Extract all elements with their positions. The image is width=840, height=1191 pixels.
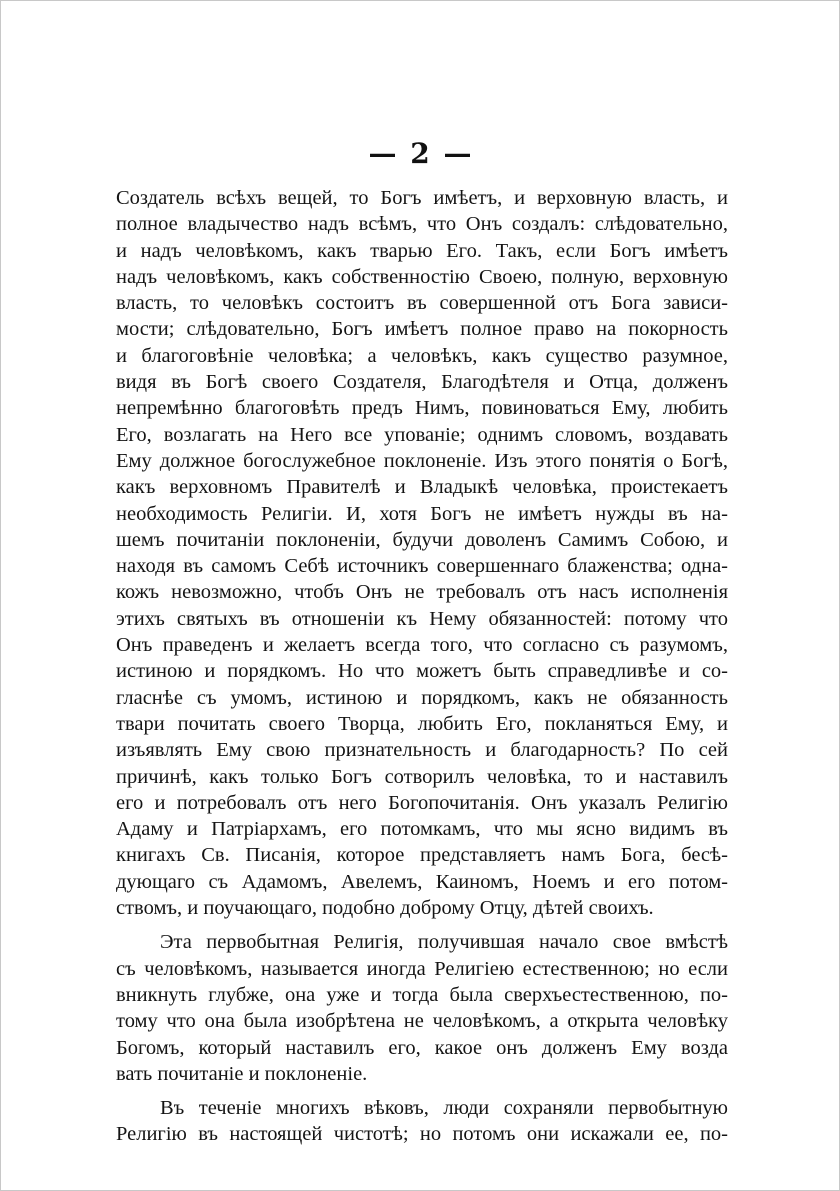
text-line: истиною и порядкомъ. Но что можетъ быть справедливѣе и со- (116, 660, 728, 683)
text-line: Создатель всѣхъ вещей, то Богъ имѣетъ, и верховную власть, и (116, 187, 728, 209)
text-line: Адаму и Патріархамъ, его потомкамъ, что мы ясно видимъ въ (116, 818, 728, 841)
text-line: Эта первобытная Религія, получившая начало свое вмѣстѣ (160, 931, 728, 954)
text-line: мости; слѣдовательно, Богъ имѣетъ полное право на покорность (116, 318, 728, 341)
text-line: этихъ святыхъ въ отношеніи къ Нему обязанностей: потому что (116, 607, 728, 630)
text-line: тому что она была изобрѣтена не человѣкомъ, а открыта человѣку (116, 1010, 728, 1033)
text-line: изъявлять Ему свою признательность и благодарность? По сей (116, 739, 728, 762)
text-line: причинѣ, какъ только Богъ сотворилъ человѣка, то и наставилъ (116, 765, 728, 788)
paragraph (116, 929, 728, 1087)
body-text (116, 185, 728, 1148)
text-line: Богомъ, который наставилъ его, какое онъ долженъ Ему возда (116, 1036, 728, 1059)
text-line: его и потребовалъ отъ него Богопочитанія. Онъ указалъ Религію (116, 791, 728, 814)
text-line: Религію въ настоящей чистотѣ; но потомъ они искажали ее, по- (116, 1123, 728, 1146)
text-line: дующаго съ Адамомъ, Авелемъ, Каиномъ, Ноемъ и его потом- (116, 870, 728, 893)
text-line: и благоговѣніе человѣка; а человѣкъ, какъ существо разумное, (116, 344, 728, 367)
text-line: полное владычество надъ всѣмъ, что Онъ создалъ: слѣдовательно, (116, 213, 728, 236)
text-line: и надъ человѣкомъ, какъ тварью Его. Такъ, если Богъ имѣетъ (116, 239, 728, 262)
text-line: находя въ самомъ Себѣ источникъ совершеннаго блаженства; одна- (116, 555, 728, 578)
paragraph (116, 1095, 728, 1148)
text-line: книгахъ Св. Писанія, которое представляетъ намъ Бога, бесѣ- (116, 844, 728, 867)
text-line: необходимость Религіи. И, хотя Богъ не имѣетъ нужды въ на- (116, 502, 728, 525)
text-line: непремѣнно благоговѣть предъ Нимъ, повиноваться Ему, любить (116, 397, 728, 420)
text-line: вать почитаніе и поклоненіе. (116, 1062, 368, 1085)
paragraph (116, 185, 728, 921)
text-line: видя въ Богѣ своего Создателя, Благодѣтеля и Отца, долженъ (116, 371, 728, 394)
page-number: — 2 — (368, 137, 474, 170)
text-line: Ему должное богослужебное поклоненіе. Изъ этого понятія о Богѣ, (116, 449, 728, 472)
text-line: кожъ невозможно, чтобъ Онъ не требовалъ отъ насъ исполненія (116, 581, 728, 604)
text-line: надъ человѣкомъ, какъ собственностію Своею, полную, верховную (116, 265, 728, 288)
text-line: Въ теченіе многихъ вѣковъ, люди сохраняли первобытную (160, 1097, 728, 1120)
text-line: вникнуть глубже, она уже и тогда была сверхъестественною, по- (116, 983, 728, 1006)
text-line: какъ верховномъ Правителѣ и Владыкѣ человѣка, проистекаетъ (116, 476, 728, 499)
text-line: съ человѣкомъ, называется иногда Религіею естественною; но если (116, 957, 728, 980)
text-line: гласнѣе съ умомъ, истиною и порядкомъ, какъ не обязанность (116, 686, 728, 709)
text-line: твари почитать своего Творца, любить Его, покланяться Ему, и (116, 712, 728, 735)
text-line: власть, то человѣкъ состоитъ въ совершенной отъ Бога зависи- (116, 292, 728, 315)
text-line: Онъ праведенъ и желаетъ всегда того, что согласно съ разумомъ, (116, 634, 728, 657)
text-line: ствомъ, и поучающаго, подобно доброму Отцу, дѣтей своихъ. (116, 897, 654, 920)
text-line: шемъ почитаніи поклоненіи, будучи доволенъ Самимъ Собою, и (116, 528, 728, 551)
text-line: Его, возлагать на Него все упованіе; однимъ словомъ, воздавать (116, 423, 728, 446)
